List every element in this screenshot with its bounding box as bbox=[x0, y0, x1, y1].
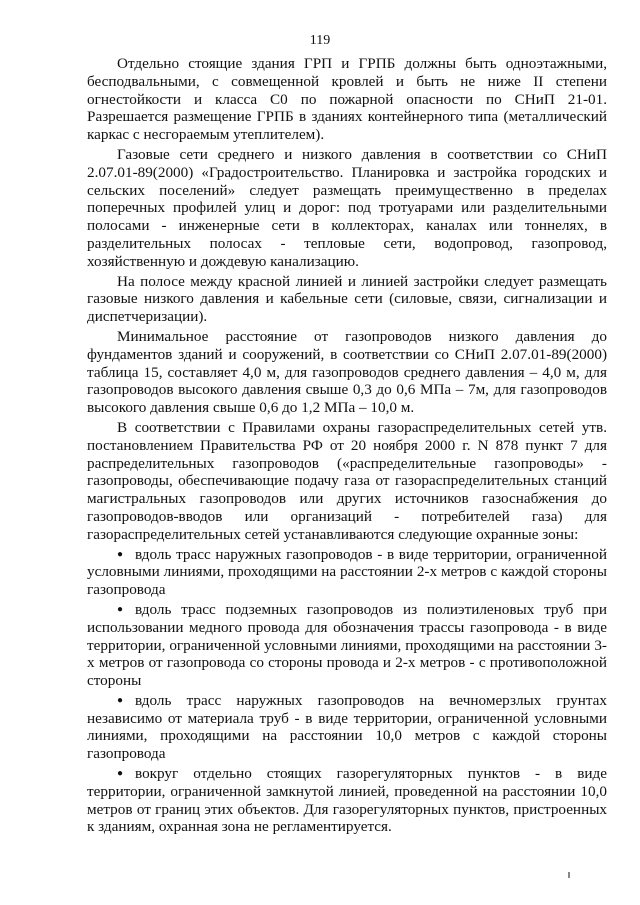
bullet-icon: ● bbox=[117, 603, 124, 615]
list-item-text: вдоль трасс подземных газопроводов из полиэтиленовых труб при использовании медного провода для обозначения трассы газопровода - в виде территории, ограниченной условными линиями, проходящими на расстоянии 3-х метров от газопровода со стороны провода и 2-х метров - с противоположной стороны bbox=[87, 600, 607, 690]
list-item-text: вдоль трасс наружных газопроводов - в виде территории, ограниченной условными линиями, проходящими на расстоянии 2-х метров с каждой стороны газопровода bbox=[87, 545, 607, 599]
protection-zones-list bbox=[87, 546, 607, 837]
list-item bbox=[87, 692, 607, 763]
paragraph-minimum-distance: Минимальное расстояние от газопроводов низкого давления до фундаментов зданий и сооружений, в соответствии со СНиП 2.07.01-89(2000) таблица 15, составляет 4,0 м, для газопроводов среднего давления – 4,0 м, для газопроводов высокого давления свыше 0,3 до 0,6 МПа – 7м, для газопроводов высокого давления свыше 0,6 до 1,2 МПа – 10,0 м. bbox=[87, 327, 607, 417]
scan-mark bbox=[568, 872, 570, 878]
paragraph-gas-networks-placement: Газовые сети среднего и низкого давления в соответствии со СНиП 2.07.01-89(2000) «Градостроительство. Планировка и застройка городских и сельских поселений» следует размещать преимущественно в пределах поперечных профилей улиц и дорог: под тротуарами или разделительными полосами - инженерные сети в коллекторах, каналах или тоннелях, в разделительных полосах - тепловые сети, водопровод, газопровод, хозяйственную и дождевую канализацию. bbox=[87, 145, 607, 270]
list-item-text: вдоль трасс наружных газопроводов на вечномерзлых грунтах независимо от материала труб - в виде территории, ограниченной условными линиями, проходящими на расстоянии 10,0 метров с каждой стороны газопровода bbox=[87, 691, 607, 763]
paragraph-red-line-strip: На полосе между красной линией и линией застройки следует размещать газовые низкого давления и кабельные сети (силовые, связи, сигнализации и диспетчеризации). bbox=[87, 272, 607, 326]
page-number: 119 bbox=[309, 33, 331, 48]
bullet-icon: ● bbox=[117, 768, 124, 780]
paragraph-grp-buildings: Отдельно стоящие здания ГРП и ГРПБ должны быть одноэтажными, бесподвальными, с совмещенной кровлей и быть не ниже II степени огнестойкости и класса С0 по пожарной опасности по СНиП 21-01. Разрешается размещение ГРПБ в зданиях контейнерного типа (металлический каркас с несгораемым утеплителем). bbox=[87, 55, 607, 144]
paragraph-protection-rules: В соответствии с Правилами охраны газораспределительных сетей утв. постановлением Правительства РФ от 20 ноября 2000 г. N 878 пункт 7 для распределительных газопроводов («распределительные газопроводы» - газопроводы, обеспечивающие подачу газа от газораспределительных станций магистральных газопроводов или других источников газоснабжения до газопроводов-вводов или организаций - потребителей газа) для газораспределительных сетей устанавливаются следующие охранные зоны: bbox=[87, 418, 607, 543]
bullet-icon: ● bbox=[117, 694, 124, 706]
list-item bbox=[87, 601, 607, 690]
body-text bbox=[87, 55, 607, 836]
list-item-text: вокруг отдельно стоящих газорегуляторных пунктов - в виде территории, ограниченной замкнутой линией, проведенной на расстоянии 10,0 метров от границ этих объектов. Для газорегуляторных пунктов, пристроенных к зданиям, охранная зона не регламентируется. bbox=[87, 765, 607, 836]
list-item bbox=[87, 546, 607, 599]
list-item bbox=[87, 765, 607, 836]
bullet-icon: ● bbox=[117, 548, 124, 560]
